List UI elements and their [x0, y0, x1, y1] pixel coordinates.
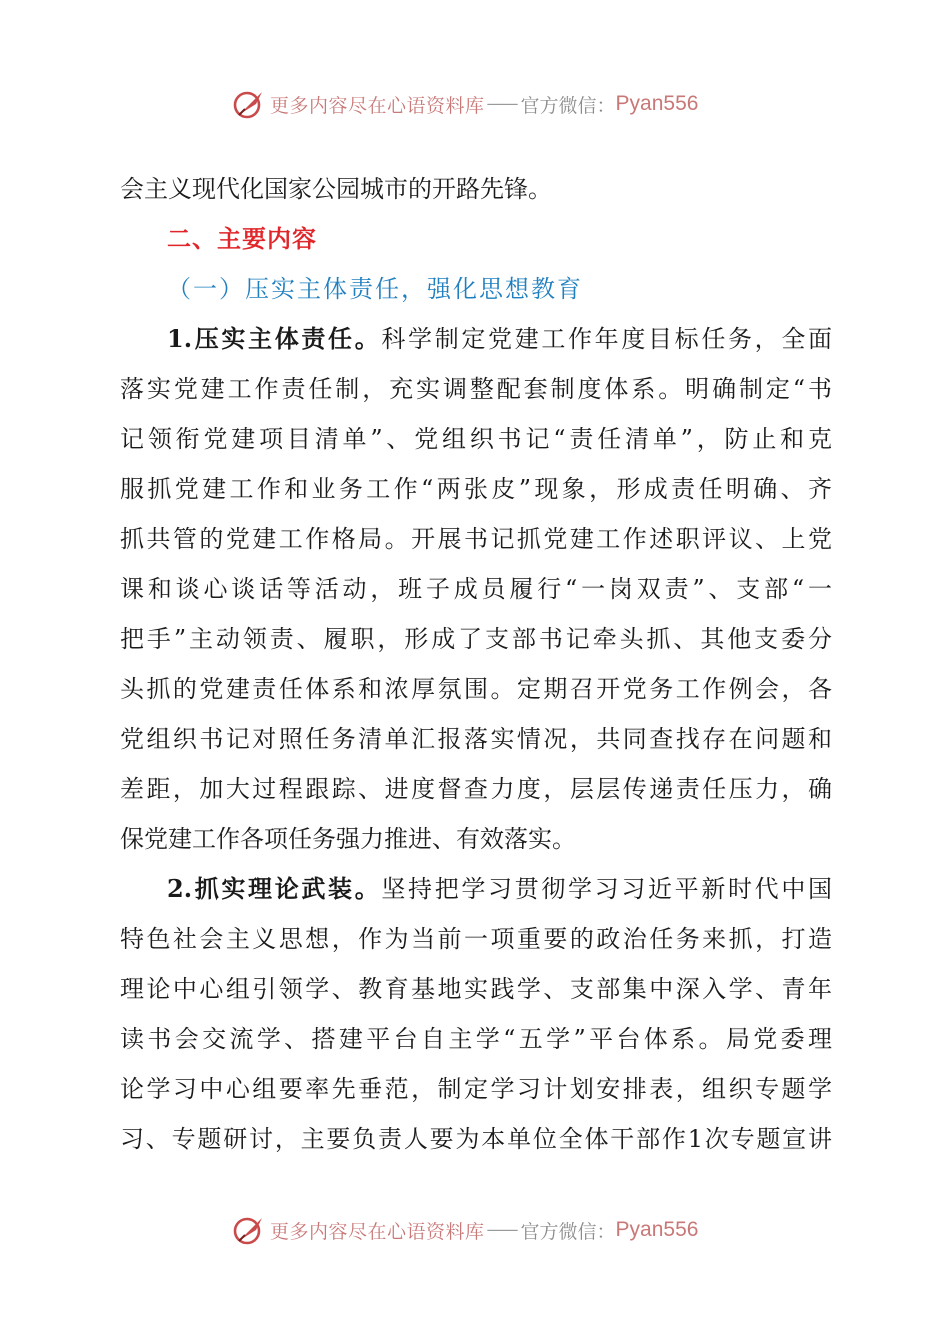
item-1-title: 1.压实主体责任。 [167, 324, 382, 353]
watermark-wechat-label: 官方微信： [520, 94, 616, 117]
watermark-footer [232, 1210, 698, 1250]
body-line: 会主义现代化国家公园城市的开路先锋。 [120, 175, 552, 203]
watermark-header [232, 84, 698, 124]
body-line: 服抓党建工作和业务工作“两张皮”现象，形成责任明确、齐 [120, 475, 832, 503]
paragraph-1-line [167, 314, 832, 364]
watermark-separator: —— [486, 94, 517, 114]
watermark-wechat-label: 官方微信： [520, 1220, 616, 1243]
item-1-text: 科学制定党建工作年度目标任务，全面 [381, 325, 832, 353]
body-line: 记领衔党建项目清单”、党组织书记“责任清单”，防止和克 [120, 425, 832, 453]
paragraph-2-line [167, 864, 832, 914]
body-line: 落实党建工作责任制，充实调整配套制度体系。明确制定“书 [120, 375, 832, 403]
watermark-brand: 更多内容尽在心语资料库 [270, 1220, 485, 1243]
body-line: 理论中心组引领学、教育基地实践学、支部集中深入学、青年 [120, 975, 832, 1003]
body-line: 差距，加大过程跟踪、进度督查力度，层层传递责任压力，确 [120, 775, 832, 803]
watermark-wechat-id: Pyan556 [615, 92, 699, 115]
item-2-title: 2.抓实理论武装。 [167, 874, 382, 903]
body-line: 保党建工作各项任务强力推进、有效落实。 [120, 825, 576, 853]
body-line: 特色社会主义思想，作为当前一项重要的政治任务来抓，打造 [120, 925, 832, 953]
subsection-heading: （一）压实主体责任，强化思想教育 [167, 275, 583, 303]
item-2-text: 坚持把学习贯彻学习习近平新时代中国 [381, 875, 832, 903]
body-line: 党组织书记对照任务清单汇报落实情况，共同查找存在问题和 [120, 725, 832, 753]
watermark-brand: 更多内容尽在心语资料库 [270, 94, 485, 117]
body-line: 抓共管的党建工作格局。开展书记抓党建工作述职评议、上党 [120, 525, 832, 553]
body-line: 把手”主动领责、履职，形成了支部书记牵头抓、其他支委分 [120, 625, 832, 653]
body-line: 课和谈心谈话等活动，班子成员履行“一岗双责”、支部“一 [120, 575, 832, 603]
body-line: 头抓的党建责任体系和浓厚氛围。定期召开党务工作例会，各 [120, 675, 832, 703]
watermark-wechat-id: Pyan556 [615, 1218, 699, 1241]
quill-logo-icon [232, 87, 266, 121]
section-heading: 二、主要内容 [167, 225, 317, 253]
watermark-separator: —— [486, 1220, 517, 1240]
body-line: 读书会交流学、搭建平台自主学“五学”平台体系。局党委理 [120, 1025, 832, 1053]
body-line: 习、专题研讨，主要负责人要为本单位全体干部作1次专题宣讲 [120, 1125, 832, 1153]
body-line: 论学习中心组要率先垂范，制定学习计划安排表，组织专题学 [120, 1075, 832, 1103]
quill-logo-icon [232, 1213, 266, 1247]
